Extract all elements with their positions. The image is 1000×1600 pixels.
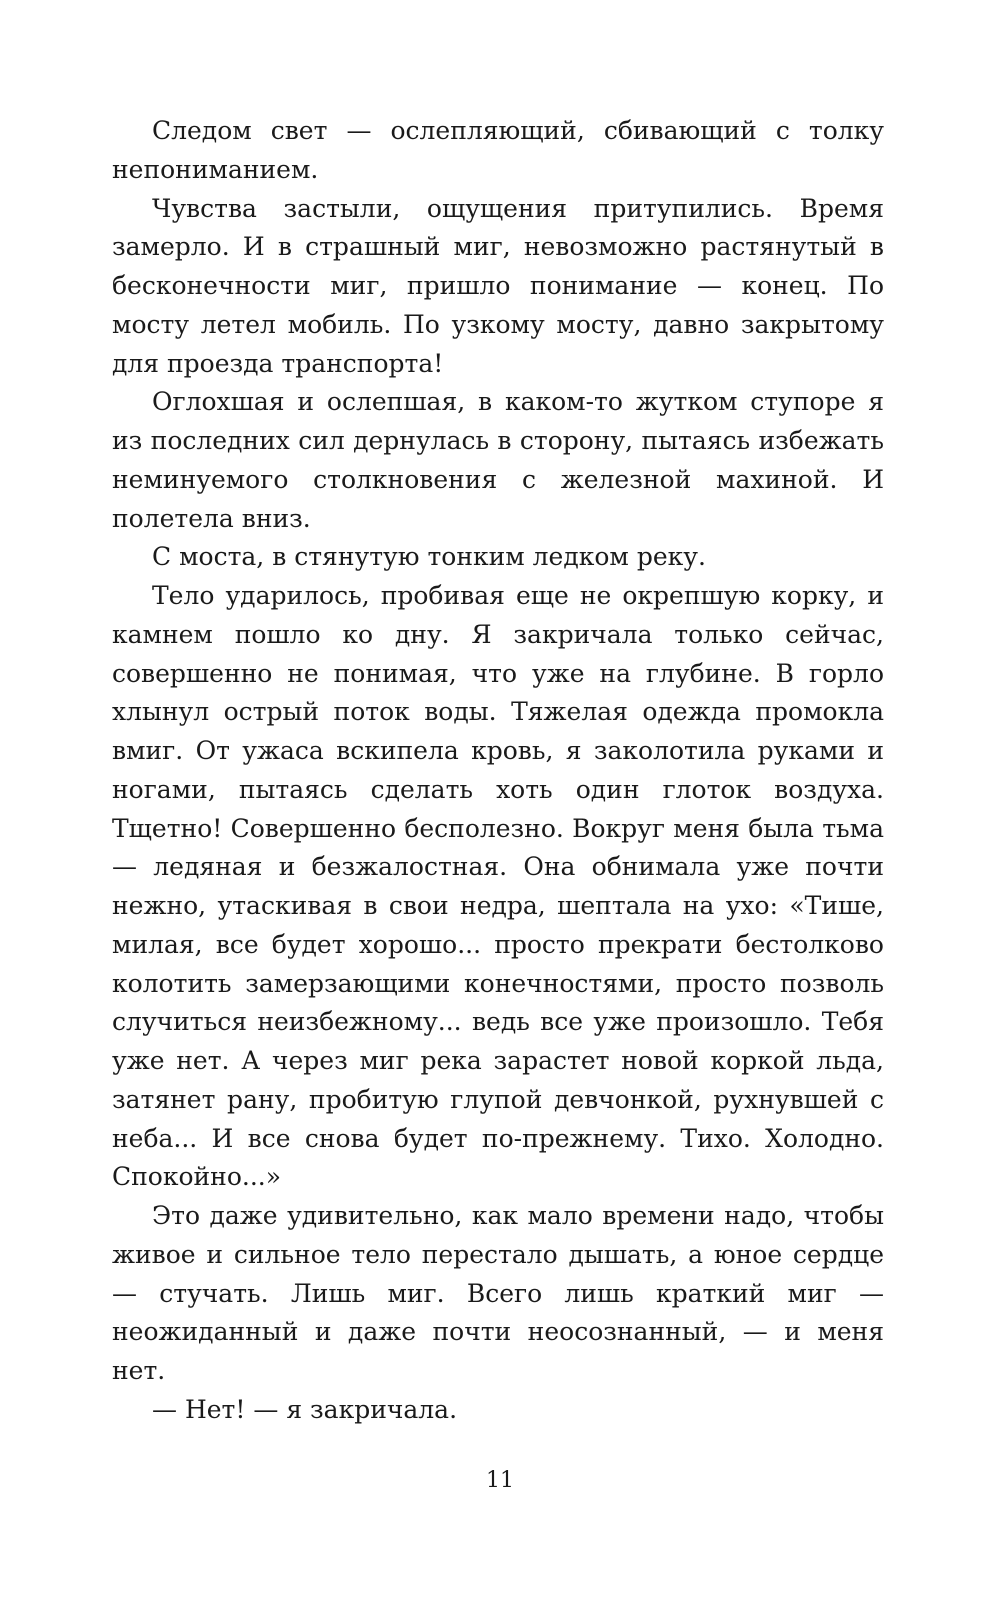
paragraph-2: Чувства застыли, ощущения притупились. Время замерло. И в страшный миг, невозможно растянутый в бесконечности миг, пришло понимание — конец. По мосту летел мобиль. По узкому мосту, давно закрытому для проезда транспорта! [112, 193, 884, 378]
page-number: 11 [486, 1468, 514, 1493]
paragraph-1: Следом свет — ослепляющий, сбивающий с толку непониманием. [112, 116, 884, 184]
paragraph-4: С моста, в стянутую тонким ледком реку. [152, 542, 706, 572]
paragraph-3: Оглохшая и ослепшая, в каком-то жутком ступоре я из последних сил дернулась в сторону, пытаясь избежать неминуемого столкновения с железной махиной. И полетела вниз. [112, 387, 884, 533]
body-text [112, 112, 884, 1430]
paragraph-6: Это даже удивительно, как мало времени надо, чтобы живое и сильное тело перестало дышать, а юное сердце — стучать. Лишь миг. Всего лишь краткий миг — неожиданный и даже почти неосознанный, — и меня нет. [112, 1201, 884, 1385]
paragraph-5: Тело ударилось, пробивая еще не окрепшую корку, и камнем пошло ко дну. Я закричала только сейчас, совершенно не понимая, что уже на глубине. В горло хлынул острый поток воды. Тяжелая одежда промокла вмиг. От ужаса вскипела кровь, я заколотила руками и ногами, пытаясь сделать хоть один глоток воздуха. Тщетно! Совершенно бесполезно. Вокруг меня была тьма — ледяная и безжалостная. Она обнимала уже почти нежно, утаскивая в свои недра, шептала на ухо: «Тише, милая, все будет хорошо... просто прекрати бестолково колотить замерзающими конечностями, просто позволь случиться неизбежному... ведь все уже произошло. Тебя уже нет. А через миг река зарастет новой коркой льда, затянет рану, пробитую глупой девчонкой, рухнувшей с неба... И все снова будет по-прежнему. Тихо. Холодно. Спокойно...» [112, 581, 884, 1192]
paragraph-7: — Нет! — я закричала. [152, 1394, 458, 1424]
